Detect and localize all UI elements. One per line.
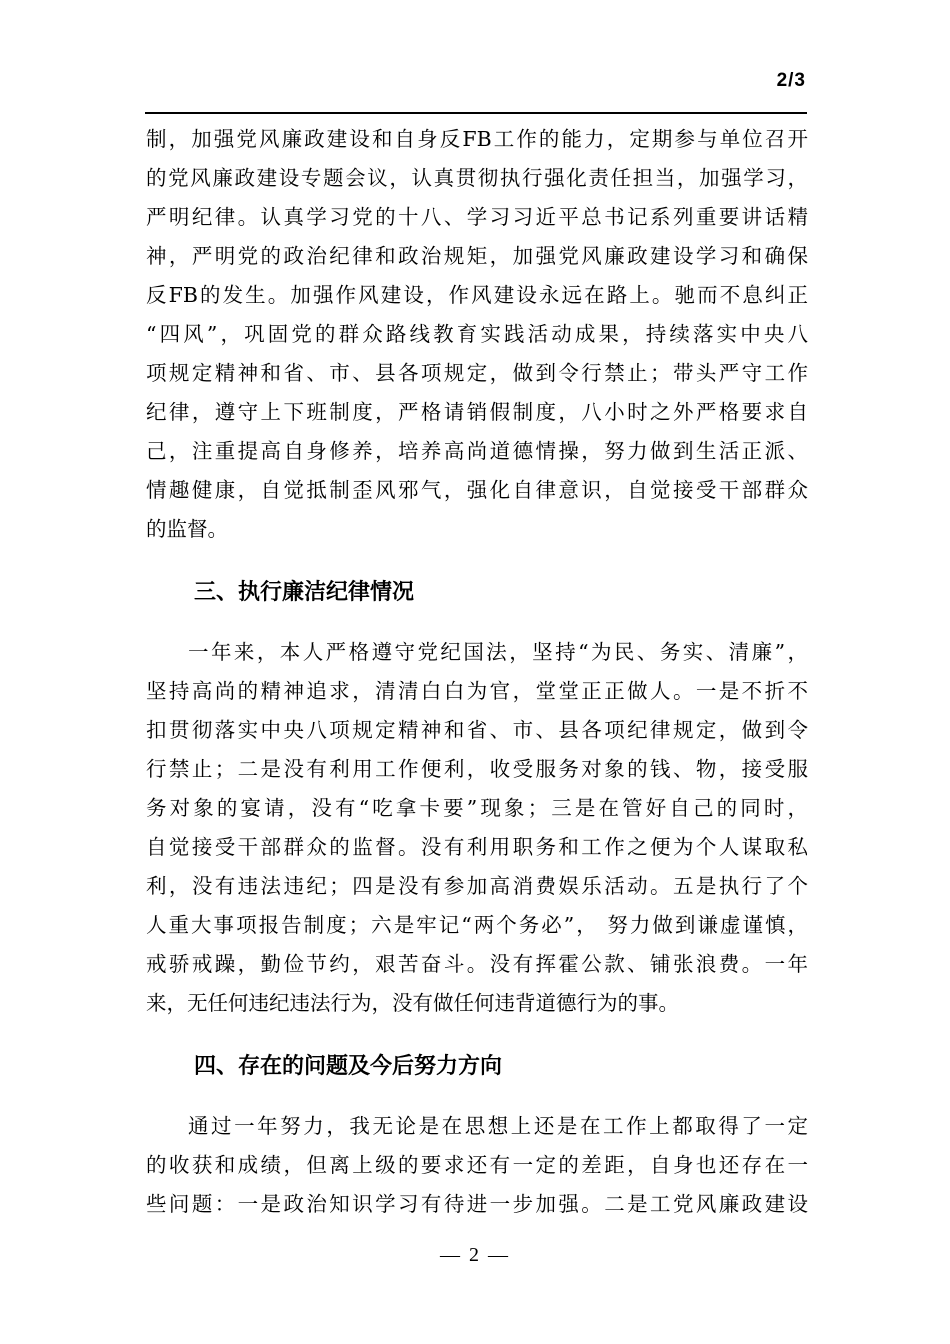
text-line: 些问题：一是政治知识学习有待进一步加强。二是工党风廉政建设	[146, 1192, 808, 1216]
text-line: 制，加强党风廉政建设和自身反FB工作的能力，定期参与单位召开	[146, 127, 808, 151]
text-line: 来，无任何违纪违法行为，没有做任何违背道德行为的事。	[146, 991, 679, 1015]
text-line: “四风”，巩固党的群众路线教育实践活动成果，持续落实中央八	[146, 322, 808, 346]
text-line: 情趣健康，自觉抵制歪风邪气，强化自律意识，自觉接受干部群众	[146, 478, 808, 502]
text-line: 务对象的宴请，没有“吃拿卡要”现象；三是在管好自己的同时，	[146, 796, 808, 820]
paragraph-party-conduct	[146, 120, 808, 549]
text-line: 的收获和成绩，但离上级的要求还有一定的差距，自身也还存在一	[146, 1153, 808, 1177]
text-line: 反FB的发生。加强作风建设，作风建设永远在路上。驰而不息纠正	[146, 283, 808, 307]
page-number: — 2 —	[440, 1244, 510, 1266]
text-line: 人重大事项报告制度；六是牢记“两个务必”， 努力做到谦虚谨慎，	[146, 913, 808, 937]
text-line: 一年来，本人严格遵守党纪国法，坚持“为民、务实、清廉”，	[188, 640, 808, 664]
text-line: 自觉接受干部群众的监督。没有利用职务和工作之便为个人谋取私	[146, 835, 808, 859]
text-line: 项规定精神和省、市、县各项规定，做到令行禁止；带头严守工作	[146, 361, 808, 385]
text-line: 神，严明党的政治纪律和政治规矩，加强党风廉政建设学习和确保	[146, 244, 808, 268]
section-heading-problems: 四、存在的问题及今后努力方向	[194, 1054, 503, 1079]
text-line: 坚持高尚的精神追求，清清白白为官，堂堂正正做人。一是不折不	[146, 679, 808, 703]
text-line: 严明纪律。认真学习党的十八、学习习近平总书记系列重要讲话精	[146, 205, 808, 229]
text-line: 的党风廉政建设专题会议，认真贯彻执行强化责任担当，加强学习，	[146, 166, 808, 190]
page-counter: 2/3	[776, 70, 806, 91]
text-line: 己，注重提高自身修养，培养高尚道德情操，努力做到生活正派、	[146, 439, 808, 463]
header-rule	[145, 112, 807, 114]
text-line: 的监督。	[146, 517, 228, 541]
text-line: 利，没有违法违纪；四是没有参加高消费娱乐活动。五是执行了个	[146, 874, 808, 898]
text-line: 行禁止；二是没有利用工作便利，收受服务对象的钱、物，接受服	[146, 757, 808, 781]
paragraph-problems	[146, 1107, 808, 1224]
section-heading-integrity: 三、执行廉洁纪律情况	[194, 580, 415, 605]
text-line: 纪律，遵守上下班制度，严格请销假制度，八小时之外严格要求自	[146, 400, 808, 424]
text-line: 扣贯彻落实中央八项规定精神和省、市、县各项纪律规定，做到令	[146, 718, 808, 742]
document-body	[146, 120, 808, 1224]
text-line: 通过一年努力，我无论是在思想上还是在工作上都取得了一定	[188, 1114, 808, 1138]
paragraph-integrity	[146, 633, 808, 1023]
text-line: 戒骄戒躁，勤俭节约，艰苦奋斗。没有挥霍公款、铺张浪费。一年	[146, 952, 808, 976]
